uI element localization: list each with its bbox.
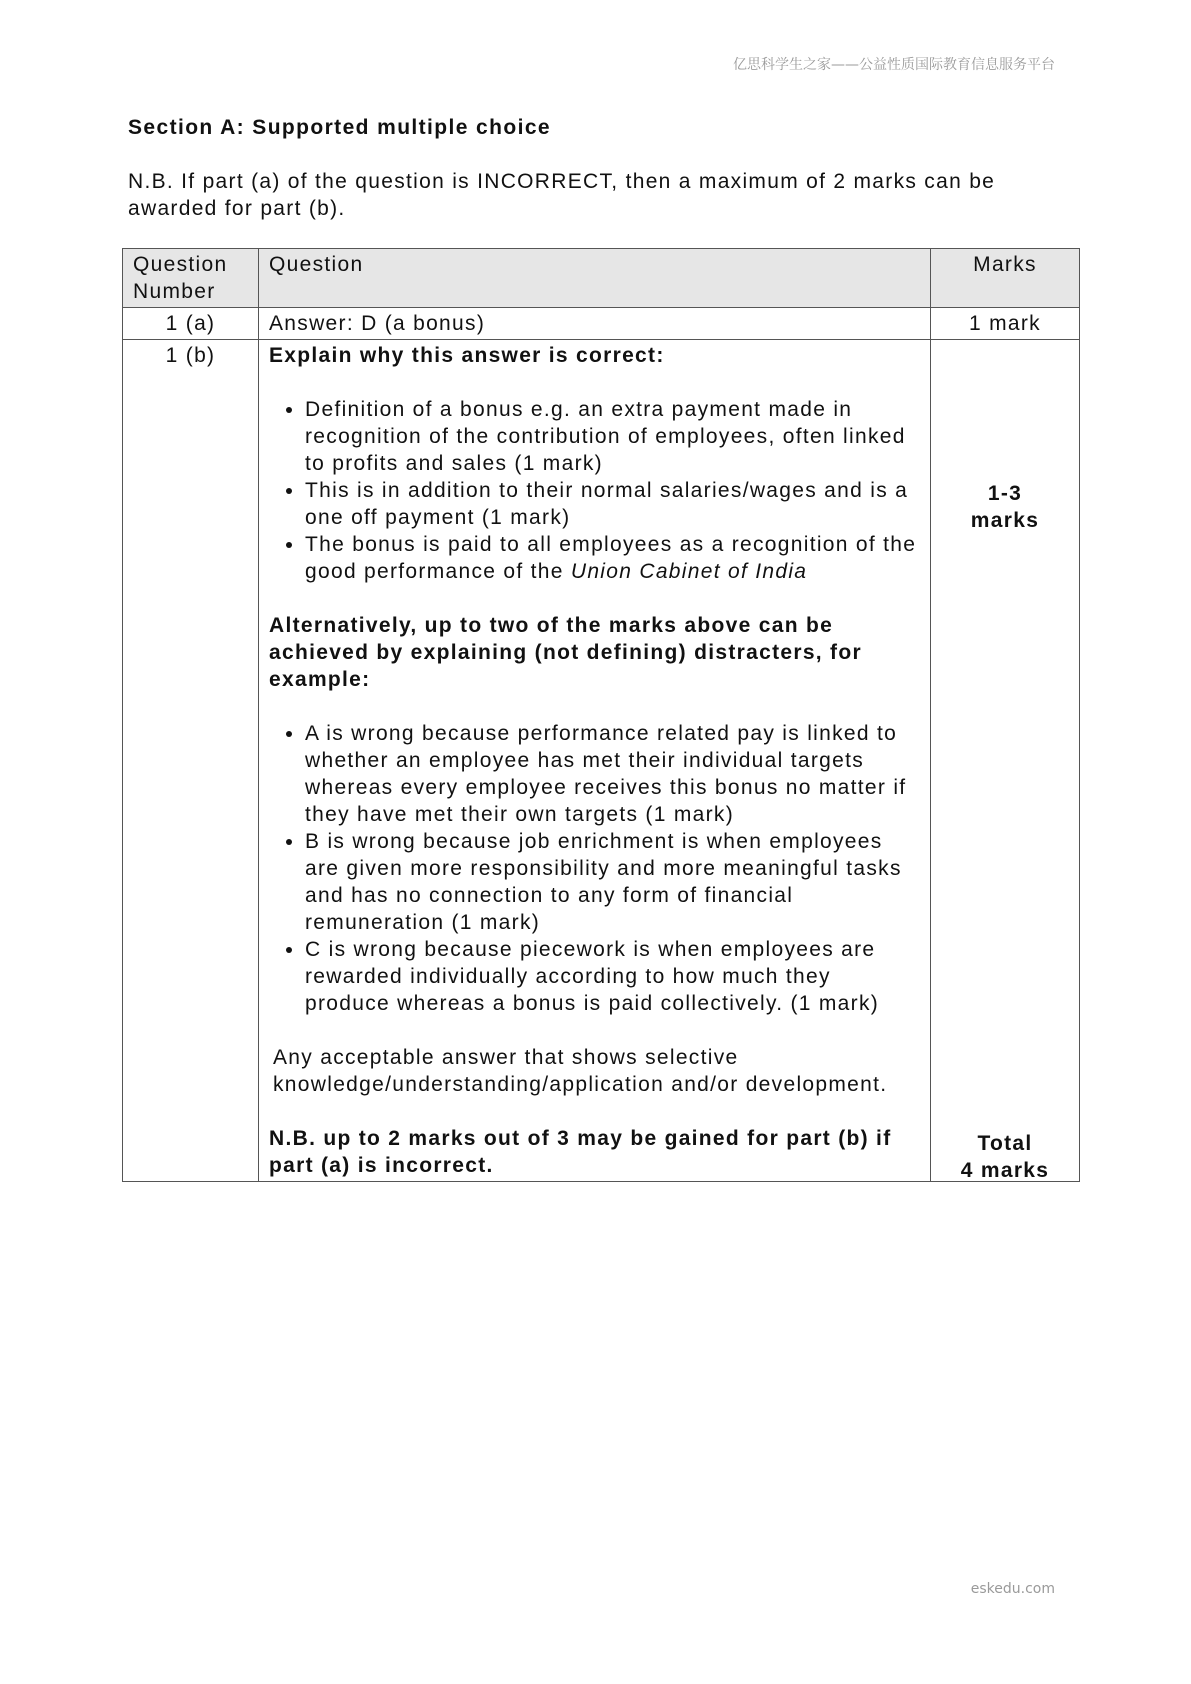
- list-item: [305, 531, 920, 585]
- table-row: [123, 340, 1080, 1182]
- marks-total-value: 4 marks: [960, 1159, 1050, 1182]
- alt-heading: Alternatively, up to two of the marks above can be achieved by explaining (not defining) distracters, for example:: [269, 614, 862, 691]
- list-item: • C is wrong because piecework is when employees are rewarded individually according to how much they produce whereas a bonus is paid collectively. (1 mark): [305, 936, 920, 1017]
- final-nb-note: N.B. up to 2 marks out of 3 may be gained for part (b) if part (a) is incorrect.: [269, 1127, 892, 1177]
- mark-scheme-table: [122, 248, 1080, 1182]
- row-b-question: [259, 340, 931, 1182]
- acceptable-answer-note: Any acceptable answer that shows selective knowledge/understanding/application and/or development.: [273, 1046, 888, 1096]
- bullet3-italic: Union Cabinet of India: [570, 560, 808, 583]
- row-a-number: 1 (a): [123, 308, 259, 340]
- row-b-heading: Explain why this answer is correct:: [269, 344, 665, 367]
- section-title: Section A: Supported multiple choice: [128, 116, 551, 139]
- header-question: Question: [259, 249, 931, 308]
- row-a-answer: Answer: D (a bonus): [259, 308, 931, 340]
- marks-range: [931, 480, 1079, 534]
- bullet3-text: The bonus is paid to all employees as a recognition of the good performance of the: [305, 533, 917, 583]
- row-b-marks: [931, 340, 1080, 1182]
- marks-range-unit: marks: [970, 509, 1040, 532]
- distracters-list: [269, 720, 920, 1017]
- nb-note: N.B. If part (a) of the question is INCORRECT, then a maximum of 2 marks can be awarded for part (b).: [128, 170, 996, 220]
- list-item: • Definition of a bonus e.g. an extra payment made in recognition of the contribution of employees, often linked to profits and sales (1 mark): [305, 396, 920, 477]
- marks-range-value: 1-3: [987, 482, 1023, 505]
- row-b-number: 1 (b): [123, 340, 259, 1182]
- row-a-marks: 1 mark: [931, 308, 1080, 340]
- correct-reasons-list: [269, 396, 920, 585]
- header-question-number: Question Number: [123, 249, 259, 308]
- header-marks: Marks: [931, 249, 1080, 308]
- list-item: • This is in addition to their normal salaries/wages and is a one off payment (1 mark): [305, 477, 920, 531]
- list-item: • B is wrong because job enrichment is when employees are given more responsibility and more meaningful tasks and has no connection to any form of financial remuneration (1 mark): [305, 828, 920, 936]
- list-item: • A is wrong because performance related pay is linked to whether an employee has met their individual targets whereas every employee receives this bonus no matter if they have met their own targets (1 mark): [305, 720, 920, 828]
- table-row: [123, 308, 1080, 340]
- marks-total-label: Total: [977, 1132, 1033, 1155]
- watermark-bottom: eskedu.com: [970, 1581, 1055, 1597]
- marks-total: [931, 1130, 1079, 1184]
- watermark-top: 亿思科学生之家——公益性质国际教育信息服务平台: [733, 57, 1055, 73]
- table-header-row: [123, 249, 1080, 308]
